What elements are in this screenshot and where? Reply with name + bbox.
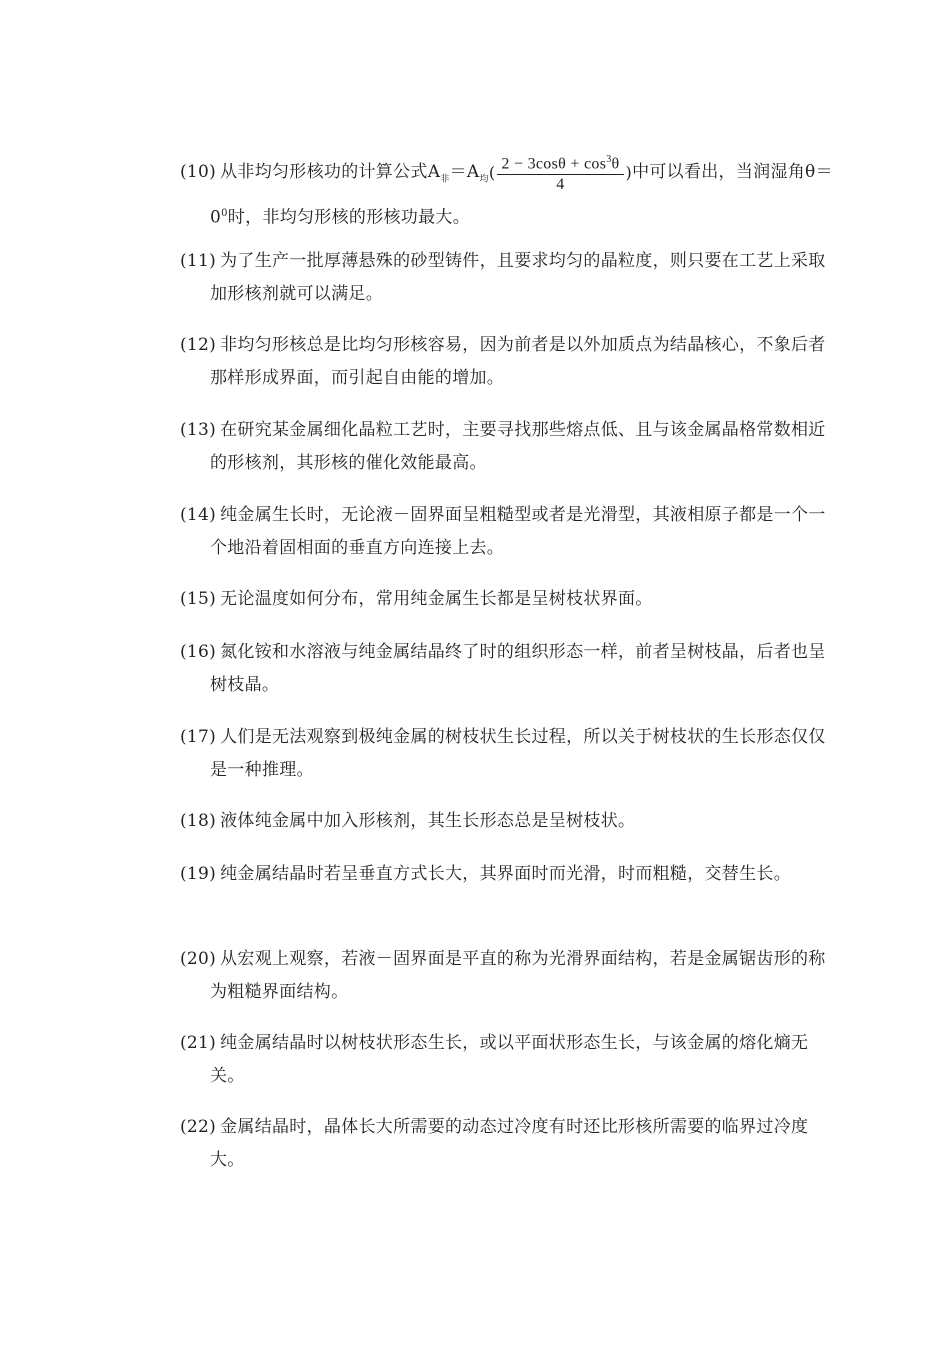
question-18 (180, 805, 840, 838)
question-number: (19) (180, 864, 217, 884)
question-text: 氮化铵和水溶液与纯金属结晶终了时的组织形态一样，前者呈树枝晶，后者也呈树枝晶。 (210, 642, 826, 695)
question-text: 在研究某金属细化晶粒工艺时，主要寻找那些熔点低、且与该金属晶格常数相近的形核剂，其形核的催化效能最高。 (210, 420, 826, 473)
question-text: 从宏观上观察，若液－固界面是平直的称为光滑界面结构，若是金属锯齿形的称为粗糙界面结构。 (210, 949, 826, 1002)
question-number: (15) (180, 589, 217, 609)
fraction-numerator (497, 150, 623, 175)
question-number: (16) (180, 642, 217, 662)
question-17 (180, 721, 840, 787)
question-number: (11) (180, 251, 217, 271)
question-13 (180, 414, 840, 480)
degree-superscript: 0 (221, 207, 228, 219)
question-text-tail: 时，非均匀形核的形核功最大。 (227, 207, 470, 228)
numerator-tail: θ (611, 155, 620, 173)
question-text: 无论温度如何分布，常用纯金属生长都是呈树枝状界面。 (220, 589, 653, 609)
question-number: (14) (180, 505, 217, 525)
formula-fraction (497, 150, 623, 195)
question-text: 为了生产一批厚薄悬殊的砂型铸件，且要求均匀的晶粒度，则只要在工艺上采取加形核剂就可以满足。 (210, 251, 826, 304)
question-text: 从非均匀形核功的计算公式A (220, 162, 441, 183)
question-22 (180, 1111, 840, 1177)
question-text-continued: 中可以看出，当润湿角θ＝0 (210, 162, 833, 228)
question-number: (10) (180, 162, 217, 183)
question-11 (180, 245, 840, 311)
question-text: 纯金属结晶时若呈垂直方式长大，其界面时而光滑，时而粗糙，交替生长。 (220, 864, 792, 884)
question-number: (12) (180, 335, 217, 355)
question-16 (180, 636, 840, 702)
question-number: (21) (180, 1033, 217, 1053)
fraction-denominator: 4 (556, 176, 565, 194)
subscript-nonuniform: 非 (440, 174, 450, 185)
question-number: (13) (180, 420, 217, 440)
question-14 (180, 499, 840, 565)
question-number: (17) (180, 727, 217, 747)
question-number: (22) (180, 1117, 217, 1137)
question-10 (180, 150, 840, 234)
question-number: (18) (180, 811, 217, 831)
formula-equals: ＝A (449, 162, 480, 183)
question-text: 液体纯金属中加入形核剂，其生长形态总是呈树枝状。 (220, 811, 636, 831)
question-12 (180, 329, 840, 395)
question-19 (180, 858, 840, 891)
question-text: 非均匀形核总是比均匀形核容易，因为前者是以外加质点为结晶核心，不象后者那样形成界面，而引起自由能的增加。 (210, 335, 826, 388)
question-text: 纯金属生长时，无论液－固界面呈粗糙型或者是光滑型，其液相原子都是一个一个地沿着固相面的垂直方向连接上去。 (210, 505, 826, 558)
numerator-text: 2 − 3cosθ + cos (501, 155, 607, 173)
subscript-uniform: 均 (479, 174, 489, 185)
formula-paren-close: ) (625, 163, 633, 183)
question-text: 纯金属结晶时以树枝状形态生长，或以平面状形态生长，与该金属的熔化熵无关。 (210, 1033, 809, 1086)
question-text: 人们是无法观察到极纯金属的树枝状生长过程，所以关于树枝状的生长形态仅仅是一种推理。 (210, 727, 826, 780)
question-21 (180, 1027, 840, 1093)
question-number: (20) (180, 949, 217, 969)
formula-paren-open: ( (488, 163, 496, 183)
question-text: 金属结晶时，晶体长大所需要的动态过冷度有时还比形核所需要的临界过冷度大。 (210, 1117, 809, 1170)
question-15 (180, 583, 840, 616)
numerator-exponent: 3 (606, 154, 612, 165)
question-20 (180, 943, 840, 1009)
